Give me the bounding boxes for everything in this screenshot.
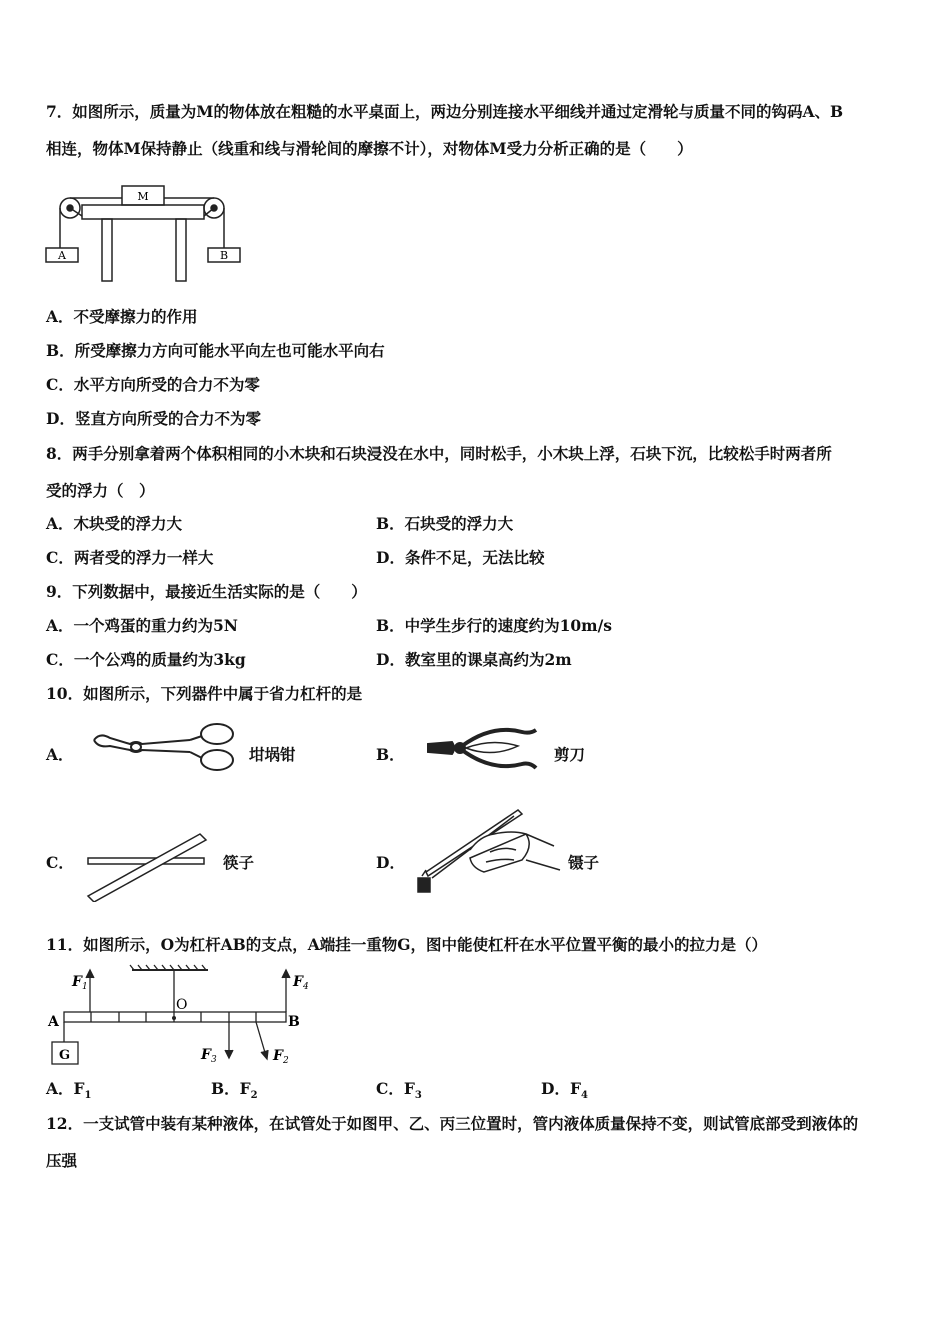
q9-option-b: B．中学生步行的速度约为10m/s — [376, 616, 612, 635]
label-f3-sub: 3 — [211, 1055, 217, 1065]
q7-option-c: C．水平方向所受的合力不为零 — [46, 375, 260, 394]
label-f4: F — [293, 974, 303, 990]
q8-option-c: C．两者受的浮力一样大 — [46, 548, 214, 567]
q12-stem-line1: 12．一支试管中装有某种液体，在试管处于如图甲、乙、丙三位置时，管内液体质量保持不变，则试管底部受到液体的 — [46, 1114, 859, 1133]
q8-stem-line1: 8．两手分别拿着两个体积相同的小木块和石块浸没在水中，同时松手，小木块上浮，石块下沉，比较松手时两者所 — [46, 444, 832, 463]
label-f1: F — [72, 974, 82, 990]
q8-option-d: D．条件不足，无法比较 — [376, 548, 545, 567]
label-b: B — [219, 249, 229, 262]
table-leg-left — [102, 219, 112, 281]
label-f3: F — [201, 1047, 211, 1063]
q7-option-d: D．竖直方向所受的合力不为零 — [46, 409, 261, 428]
table-leg-right — [176, 219, 186, 281]
q11-option-a: A．$F_1$ — [46, 1079, 92, 1102]
tweezers-hand-figure — [414, 806, 564, 902]
q10-item-a-name: 坩埚钳 — [249, 745, 296, 764]
label-g: G — [59, 1048, 71, 1063]
q7-option-b: B．所受摩擦力方向可能水平向左也可能水平向右 — [46, 341, 385, 360]
label-o: O — [176, 997, 188, 1013]
crucible-tongs-figure — [90, 718, 240, 774]
label-a: A — [58, 249, 66, 262]
label-f2: F — [273, 1048, 283, 1064]
label-f1-sub: 1 — [82, 982, 88, 992]
q10-stem: 10．如图所示，下列器件中属于省力杠杆的是 — [46, 684, 363, 703]
q11-option-c: C．$F_3$ — [376, 1079, 422, 1102]
label-f4-sub: 4 — [303, 982, 309, 992]
q10-item-d-name: 镊子 — [568, 853, 600, 872]
chopsticks-figure — [84, 826, 214, 902]
q10-item-c-letter: C． — [46, 853, 74, 872]
q10-item-d-letter: D． — [376, 853, 405, 872]
label-f2-sub: 2 — [283, 1056, 289, 1066]
q7-pulley-table-figure — [44, 178, 244, 286]
label-m: M — [137, 190, 149, 203]
q9-option-c: C．一个公鸡的质量约为3kg — [46, 650, 246, 669]
q10-item-b-letter: B． — [376, 745, 405, 764]
q11-option-b: B．$F_2$ — [211, 1079, 258, 1102]
q8-stem-line2: 受的浮力（ ） — [46, 481, 155, 500]
q9-option-d: D．教室里的课桌高约为2m — [376, 650, 572, 669]
q7-stem-line1: 7．如图所示，质量为M的物体放在粗糙的水平桌面上，两边分别连接水平细线并通过定滑轮与质量不同的钩码A、B — [46, 102, 844, 121]
q8-option-a: A．木块受的浮力大 — [46, 514, 183, 533]
q11-option-d: D．$F_4$ — [541, 1079, 588, 1102]
q9-stem: 9．下列数据中，最接近生活实际的是（ ） — [46, 582, 367, 601]
label-lever-a: A — [48, 1014, 59, 1030]
q7-stem-line2: 相连，物体M保持静止（线重和线与滑轮间的摩擦不计），对物体M受力分析正确的是（ ） — [46, 139, 693, 158]
q7-option-a: A．不受摩擦力的作用 — [46, 307, 198, 326]
table-top — [82, 205, 204, 219]
q10-item-b-name: 剪刀 — [554, 745, 586, 764]
q8-option-b: B．石块受的浮力大 — [376, 514, 514, 533]
q11-lever-figure — [44, 962, 324, 1072]
label-lever-b: B — [288, 1014, 300, 1030]
q9-option-a: A．一个鸡蛋的重力约为5N — [46, 616, 238, 635]
q10-item-a-letter: A． — [46, 745, 74, 764]
q10-item-c-name: 筷子 — [223, 853, 255, 872]
scissors-pliers-figure — [422, 722, 546, 774]
q11-stem: 11．如图所示，O为杠杆AB的支点，A端挂一重物G，图中能使杠杆在水平位置平衡的最小的拉力是（） — [46, 935, 767, 954]
q12-stem-line2: 压强 — [46, 1151, 78, 1170]
